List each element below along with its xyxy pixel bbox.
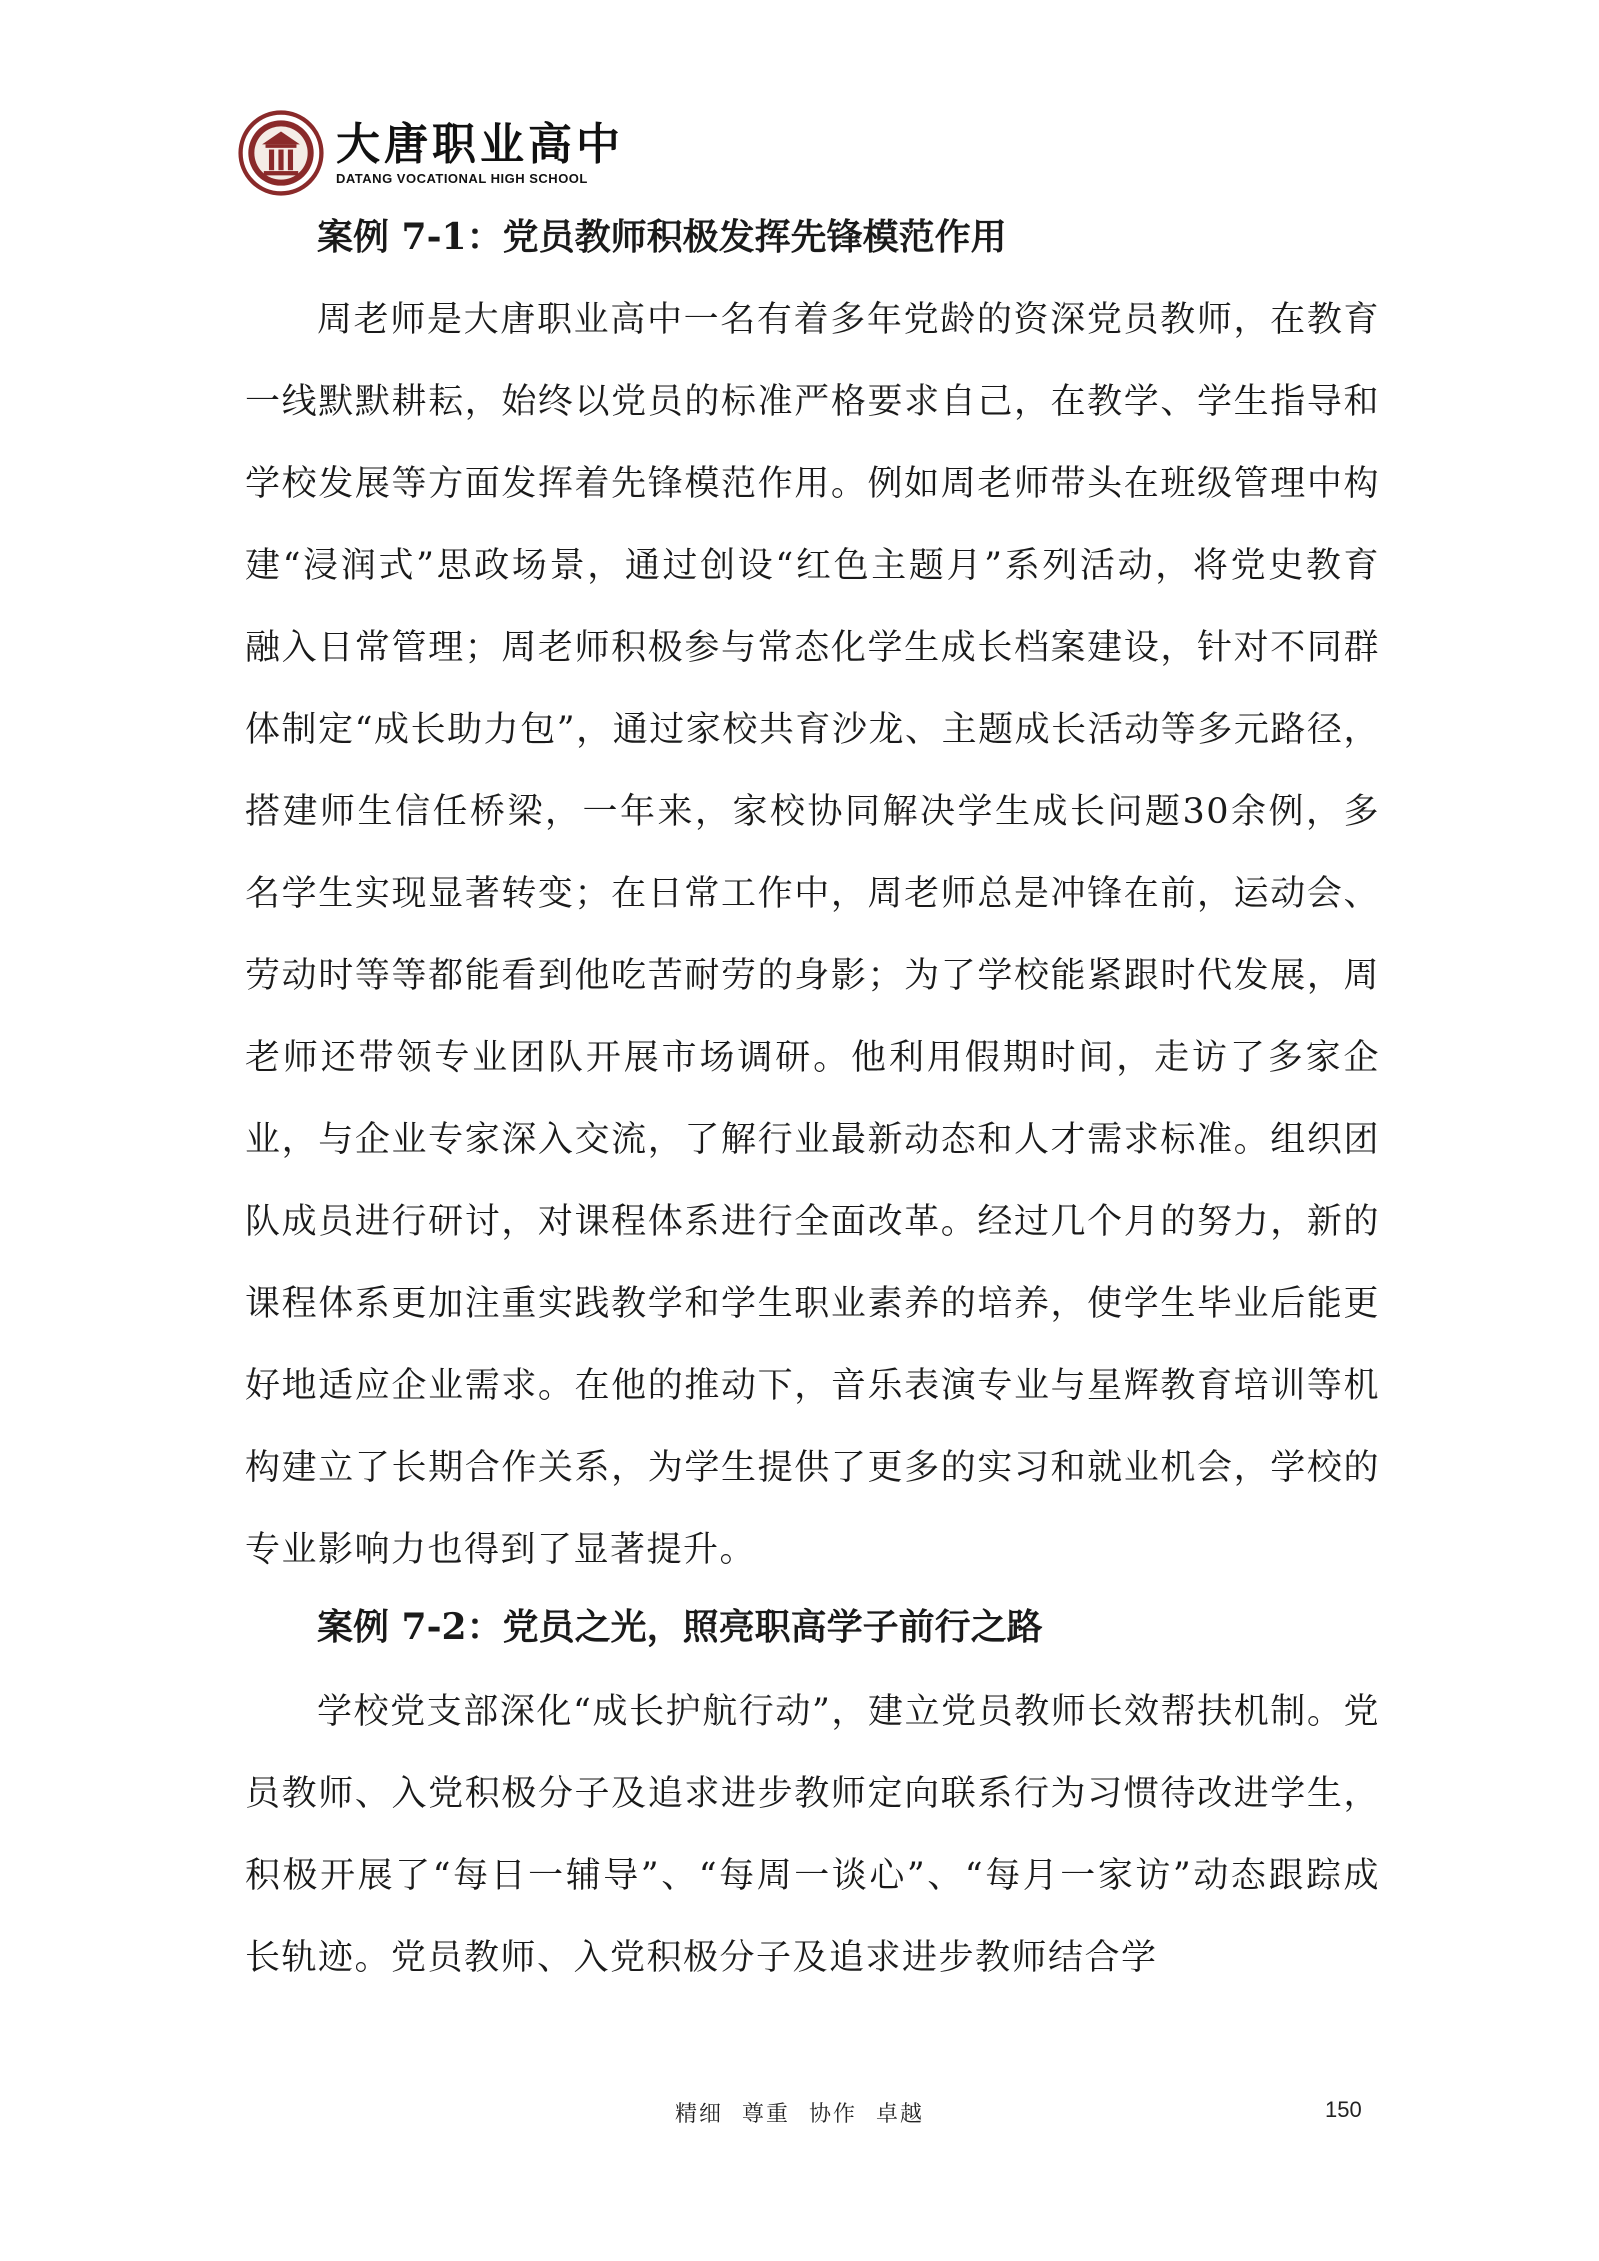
page-number: 150 <box>1325 2097 1362 2122</box>
footer-motto: 精细 尊重 协作 卓越 <box>675 2102 924 2127</box>
case-heading-7-1: 案例 7-1：党员教师积极发挥先锋模范作用 <box>317 216 1007 258</box>
page-footer <box>0 2097 1599 2127</box>
document-body <box>245 205 1380 1999</box>
case-paragraph-7-1: 周老师是大唐职业高中一名有着多年党龄的资深党员教师，在教育一线默默耕耘，始终以党员的标准严格要求自己，在教学、学生指导和学校发展等方面发挥着先锋模范作用。例如周老师带头在班级管理中构建“浸润式”思政场景，通过创设“红色主题月”系列活动，将党史教育融入日常管理；周老师积极参与常态化学生成长档案建设，针对不同群体制定“成长助力包”，通过家校共育沙龙、主题成长活动等多元路径，搭建师生信任桥梁，一年来，家校协同解决学生成长问题30余例，多名学生实现显著转变；在日常工作中，周老师总是冲锋在前，运动会、劳动时等等都能看到他吃苦耐劳的身影；为了学校能紧跟时代发展，周老师还带领专业团队开展市场调研。他利用假期时间，走访了多家企业，与企业专家深入交流，了解行业最新动态和人才需求标准。组织团队成员进行研讨，对课程体系进行全面改革。经过几个月的努力，新的课程体系更加注重实践教学和学生职业素养的培养，使学生毕业后能更好地适应企业需求。在他的推动下，音乐表演专业与星辉教育培训等机构建立了长期合作关系，为学生提供了更多的实习和就业机会，学校的专业影响力也得到了显著提升。 <box>245 300 1380 1570</box>
school-logo-header <box>238 110 624 196</box>
school-name-cn: 大唐职业高中 <box>336 119 624 170</box>
school-name-en: DATANG VOCATIONAL HIGH SCHOOL <box>336 171 588 186</box>
case-paragraph-7-2: 学校党支部深化“成长护航行动”，建立党员教师长效帮扶机制。党员教师、入党积极分子及追求进步教师定向联系行为习惯待改进学生，积极开展了“每日一辅导”、“每周一谈心”、“每月一家访”动态跟踪成长轨迹。党员教师、入党积极分子及追求进步教师结合学 <box>245 1692 1380 1978</box>
school-seal-icon <box>238 110 324 196</box>
case-heading-7-2: 案例 7-2：党员之光，照亮职高学子前行之路 <box>317 1606 1043 1648</box>
school-name-block <box>336 119 624 187</box>
